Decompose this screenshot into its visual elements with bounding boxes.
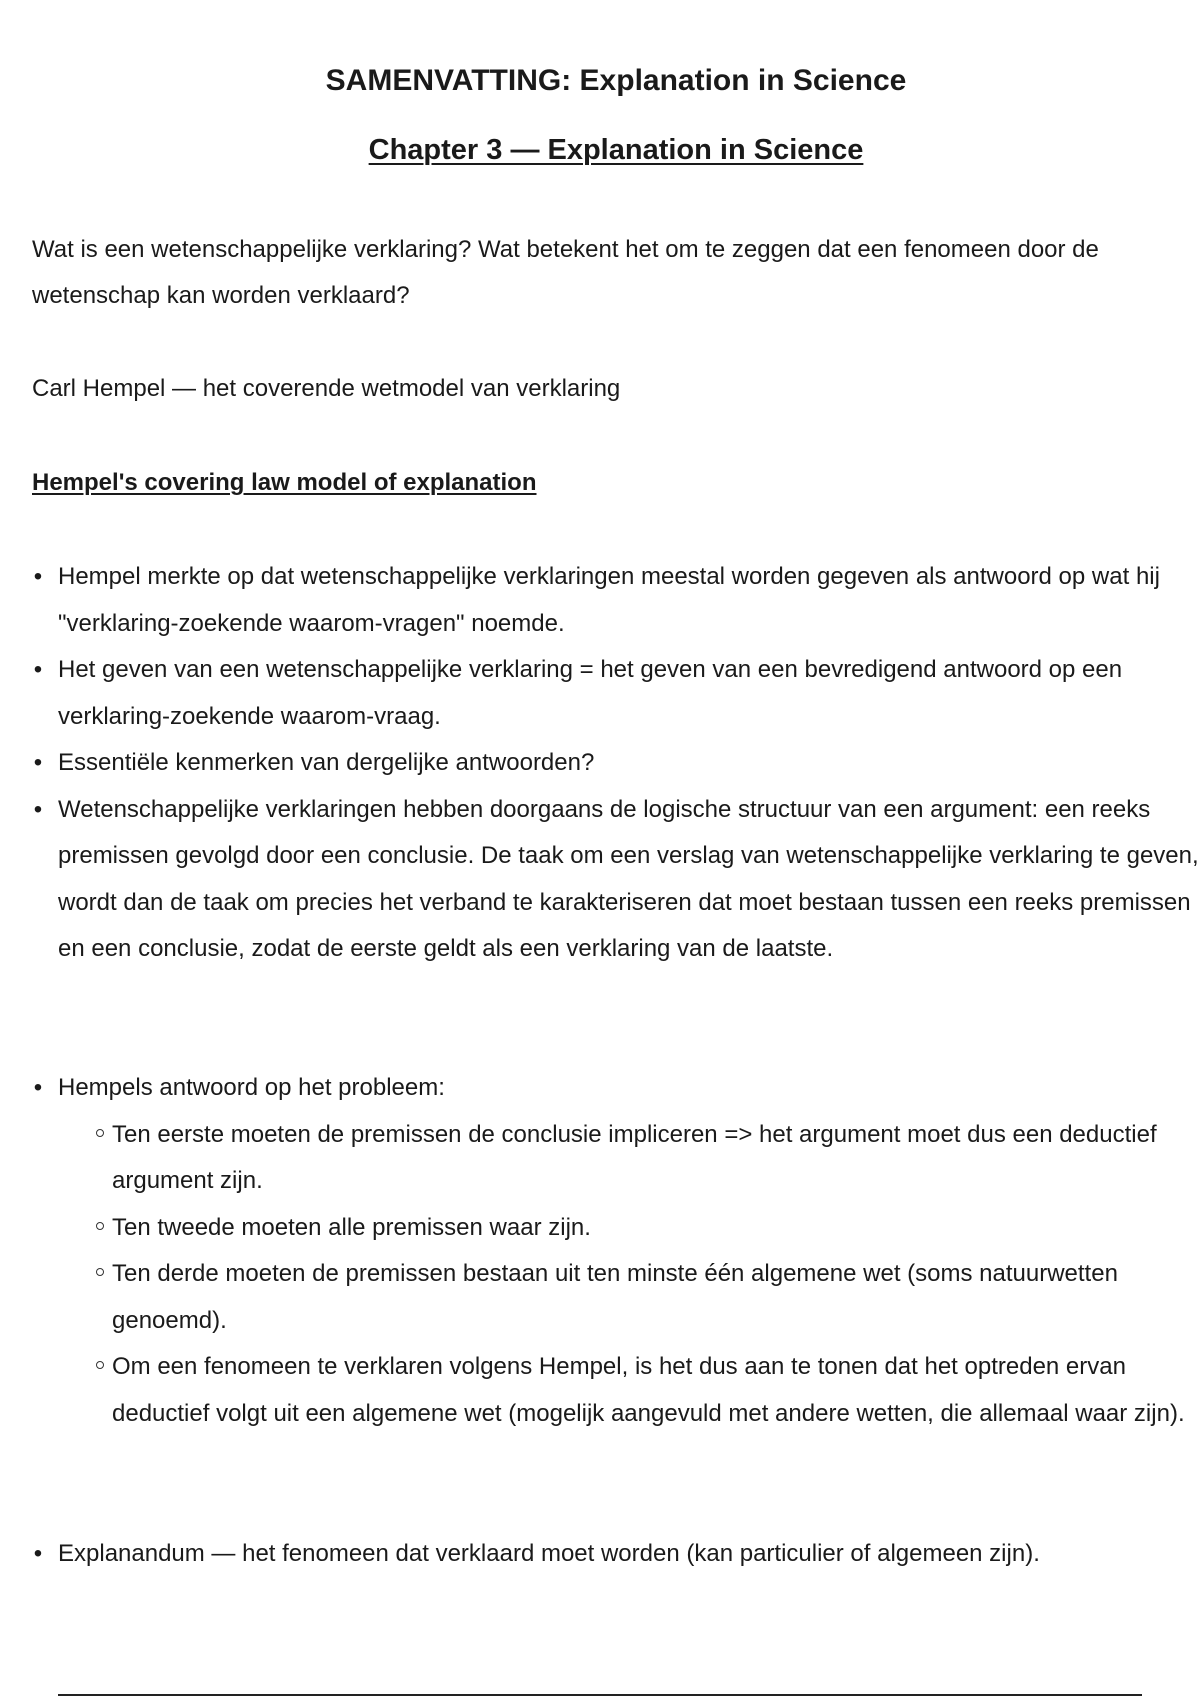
hollow-bullet-icon bbox=[96, 1361, 104, 1369]
sub-list-item bbox=[58, 1344, 1200, 1437]
list-item bbox=[0, 787, 1200, 973]
bullet-list-explanandum bbox=[0, 1531, 1200, 1578]
hollow-bullet-icon bbox=[96, 1222, 104, 1230]
intro-paragraph: Wat is een wetenschappelijke verklaring? Wat betekent het om te zeggen dat een fenomeen door de wetenschap kan worden verklaard? bbox=[32, 236, 1099, 309]
sub-list-item-text: Om een fenomeen te verklaren volgens Hempel, is het dus aan te tonen dat het optreden ervan deductief volgt uit een algemene wet (mogelijk aangevuld met andere wetten, die allemaal waar zijn). bbox=[112, 1353, 1185, 1427]
document-title: SAMENVATTING: Explanation in Science bbox=[325, 64, 907, 97]
bullet-icon: • bbox=[33, 749, 43, 776]
sub-list-item-text: Ten eerste moeten de premissen de conclusie impliceren => het argument moet dus een deductief argument zijn. bbox=[112, 1120, 1157, 1194]
sub-bullet-list bbox=[58, 1112, 1200, 1438]
bullet-icon: • bbox=[33, 656, 43, 683]
list-item bbox=[0, 554, 1200, 647]
bullet-list-main bbox=[0, 554, 1200, 973]
hollow-bullet-icon bbox=[96, 1129, 104, 1137]
list-item bbox=[0, 1531, 1200, 1578]
chapter-title: Chapter 3 — Explanation in Science bbox=[368, 134, 864, 166]
horizontal-divider bbox=[58, 1694, 1142, 1696]
hempel-line: Carl Hempel — het coverende wetmodel van verklaring bbox=[32, 375, 621, 402]
bullet-list-answer bbox=[0, 1065, 1200, 1437]
bullet-icon: • bbox=[33, 795, 43, 823]
bullet-icon: • bbox=[33, 1074, 43, 1101]
list-item-text: Het geven van een wetenschappelijke verklaring = het geven van een bevredigend antwoord op een verklaring-zoekende waarom-vraag. bbox=[58, 656, 1123, 730]
list-item bbox=[0, 647, 1200, 740]
list-item-text: Explanandum — het fenomeen dat verklaard moet worden (kan particulier of algemeen zijn). bbox=[58, 1540, 1040, 1567]
hollow-bullet-icon bbox=[96, 1268, 104, 1276]
sub-list-item bbox=[58, 1251, 1200, 1344]
list-item bbox=[0, 740, 1200, 787]
bullet-icon: • bbox=[33, 563, 43, 590]
sub-list-item-text: Ten tweede moeten alle premissen waar zijn. bbox=[112, 1213, 591, 1241]
bullet-icon: • bbox=[33, 1540, 43, 1567]
list-item bbox=[0, 1065, 1200, 1437]
sub-list-item bbox=[58, 1205, 1200, 1252]
sub-list-item bbox=[58, 1112, 1200, 1205]
list-item-text: Essentiële kenmerken van dergelijke antwoorden? bbox=[58, 749, 595, 776]
list-item-text: Hempel merkte op dat wetenschappelijke verklaringen meestal worden gegeven als antwoord op wat hij "verklaring-zoekende waarom-vragen" noemde. bbox=[58, 563, 1160, 637]
list-item-text: Wetenschappelijke verklaringen hebben doorgaans de logische structuur van een argument: een reeks premissen gevolgd door een conclusie. De taak om een verslag van wetenschappelijke verklaring te geven, wordt dan de taak om precies het verband te karakteriseren dat moet bestaan tussen een reeks premissen en een conclusie, zodat de eerste geldt als een verklaring van de laatste. bbox=[58, 795, 1199, 962]
list-item-text: Hempels antwoord op het probleem: bbox=[58, 1074, 445, 1101]
section-heading: Hempel's covering law model of explanation bbox=[32, 469, 537, 496]
sub-list-item-text: Ten derde moeten de premissen bestaan uit ten minste één algemene wet (soms natuurwetten genoemd). bbox=[112, 1260, 1118, 1334]
